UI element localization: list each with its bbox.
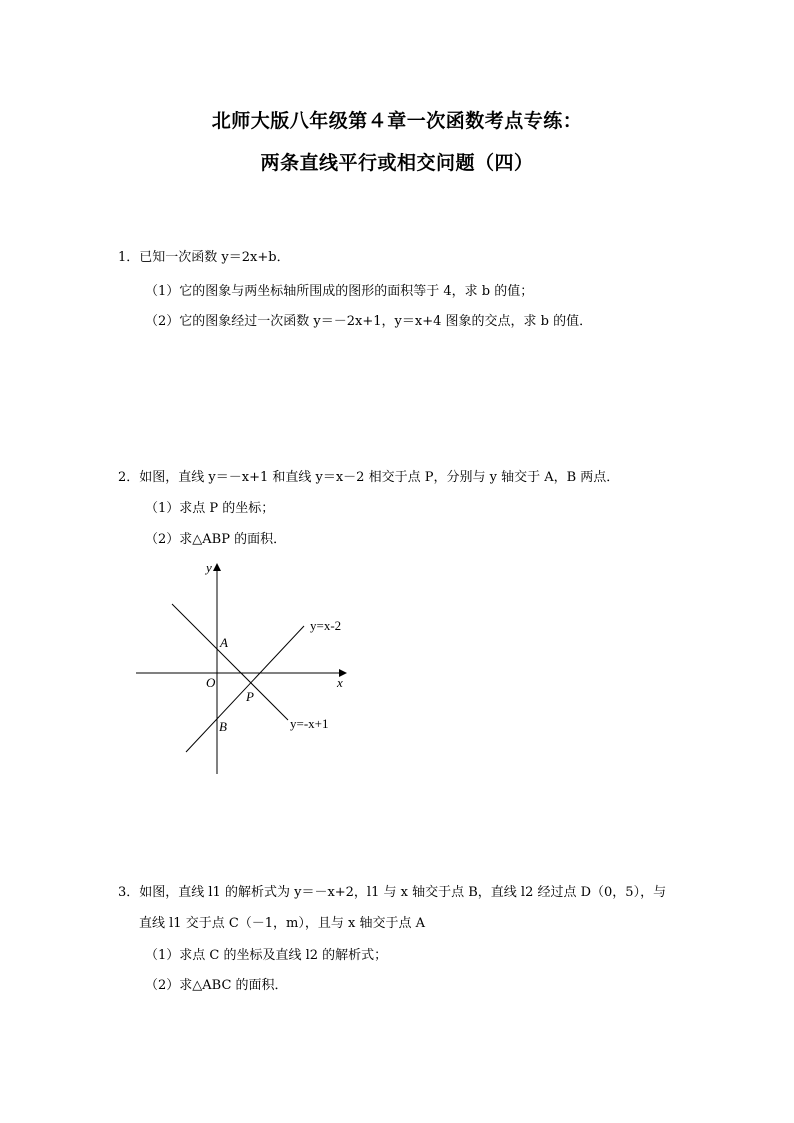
q3-stem-continued: 直线 l1 交于点 C（－1，m），且与 x 轴交于点 A (139, 916, 425, 931)
line2-label: y=-x+1 (290, 716, 329, 731)
q3-part2: （2）求△ABC 的面积． (145, 978, 288, 993)
point-a-label: A (220, 635, 228, 650)
q3-part1: （1）求点 C 的坐标及直线 l2 的解析式； (145, 948, 388, 963)
q1-part1: （1）它的图象与两坐标轴所围成的图形的面积等于 4，求 b 的值； (145, 284, 534, 299)
origin-label: O (206, 675, 216, 690)
line-y-x-minus-2 (186, 626, 304, 752)
q1-stem: 1．已知一次函数 y＝2x+b． (118, 250, 290, 265)
q3-stem: 3．如图，直线 l1 的解析式为 y＝－x+2，l1 与 x 轴交于点 B，直线 l2 经过点 D（0，5），与 (118, 885, 667, 900)
title-line-2: 两条直线平行或相交问题（四） (260, 152, 534, 174)
x-axis-label: x (337, 675, 343, 690)
q1-part2: （2）它的图象经过一次函数 y＝－2x+1，y＝x+4 图象的交点，求 b 的值． (145, 314, 593, 329)
title-line-1: 北师大版八年级第４章一次函数考点专练： (211, 110, 583, 132)
point-b-label: B (219, 719, 227, 734)
y-axis-label: y (206, 560, 212, 575)
point-p-label: P (246, 689, 254, 704)
q2-part1: （1）求点 P 的坐标； (145, 501, 275, 516)
q2-stem: 2．如图，直线 y＝－x+1 和直线 y＝x－2 相交于点 P，分别与 y 轴交于 A，B 两点． (118, 470, 620, 485)
line1-label: y=x-2 (310, 618, 342, 633)
q2-part2: （2）求△ABP 的面积． (145, 532, 287, 547)
q2-figure (130, 556, 360, 786)
